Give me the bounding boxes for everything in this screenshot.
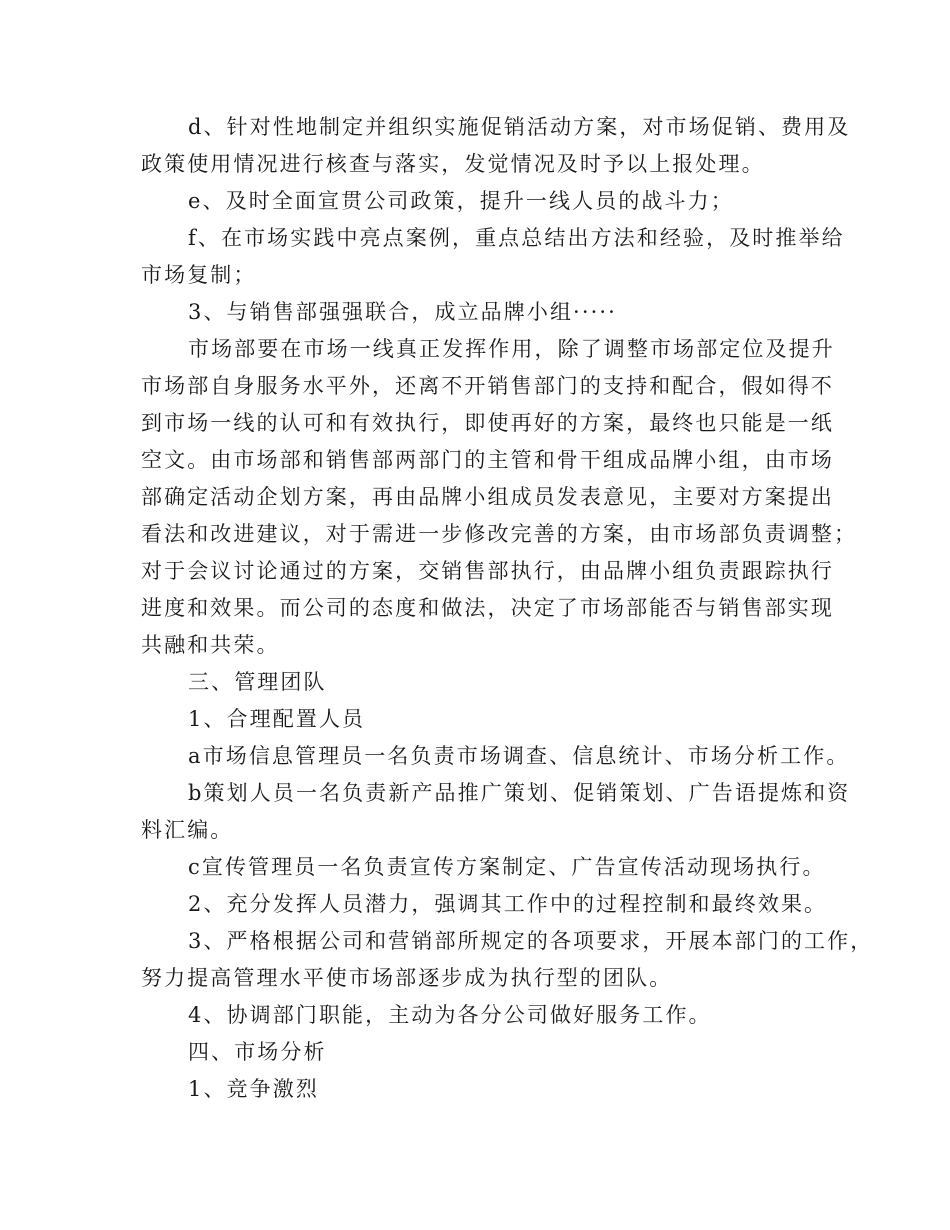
paragraph-line: 进度和效果。而公司的态度和做法，决定了市场部能否与销售部实现 <box>141 596 834 620</box>
paragraph-line: 到市场一线的认可和有效执行，即使再好的方案，最终也只能是一纸 <box>141 411 834 435</box>
paragraph-line: e、及时全面宣贯公司政策，提升一线人员的战斗力； <box>188 189 734 213</box>
paragraph-line: 市场复制； <box>141 263 257 287</box>
paragraph-line: a市场信息管理员一名负责市场调查、信息统计、市场分析工作。 <box>188 744 850 768</box>
paragraph-line: 政策使用情况进行核查与落实，发觉情况及时予以上报处理。 <box>141 152 765 176</box>
paragraph-line: 2、充分发挥人员潜力，强调其工作中的过程控制和最终效果。 <box>188 892 828 916</box>
paragraph-line: 努力提高管理水平使市场部逐步成为执行型的团队。 <box>141 966 673 990</box>
subheading-line: 1、合理配置人员 <box>188 707 366 731</box>
subheading-line: 1、竞争激烈 <box>188 1077 319 1101</box>
paragraph-line: b策划人员一名负责新产品推广策划、促销策划、广告语提炼和资 <box>188 781 851 805</box>
paragraph-line: 市场部要在市场一线真正发挥作用，除了调整市场部定位及提升 <box>188 337 835 361</box>
paragraph-line: 空文。由市场部和销售部两部门的主管和骨干组成品牌小组，由市场 <box>141 448 834 472</box>
paragraph-line: c宣传管理员一名负责宣传方案制定、广告宣传活动现场执行。 <box>188 855 826 879</box>
subheading-line: 3、与销售部强强联合，成立品牌小组····· <box>188 300 617 324</box>
section-heading: 三、管理团队 <box>188 670 327 694</box>
paragraph-line: f、在市场实践中亮点案例，重点总结出方法和经验，及时推举给 <box>188 226 845 250</box>
paragraph-line: 3、严格根据公司和营销部所规定的各项要求，开展本部门的工作， <box>188 929 874 953</box>
paragraph-line: 共融和共荣。 <box>141 633 280 657</box>
section-heading: 四、市场分析 <box>188 1040 327 1064</box>
paragraph-line: 市场部自身服务水平外，还离不开销售部门的支持和配合，假如得不 <box>141 374 834 398</box>
paragraph-line: 对于会议讨论通过的方案，交销售部执行，由品牌小组负责跟踪执行 <box>141 559 834 583</box>
paragraph-line: 4、协调部门职能，主动为各分公司做好服务工作。 <box>188 1003 712 1027</box>
paragraph-line: 料汇编。 <box>141 818 234 842</box>
paragraph-line: 看法和改进建议，对于需进一步修改完善的方案，由市场部负责调整； <box>141 522 858 546</box>
paragraph-line: d、针对性地制定并组织实施促销活动方案，对市场促销、费用及 <box>188 115 851 139</box>
paragraph-line: 部确定活动企划方案，再由品牌小组成员发表意见，主要对方案提出 <box>141 485 834 509</box>
